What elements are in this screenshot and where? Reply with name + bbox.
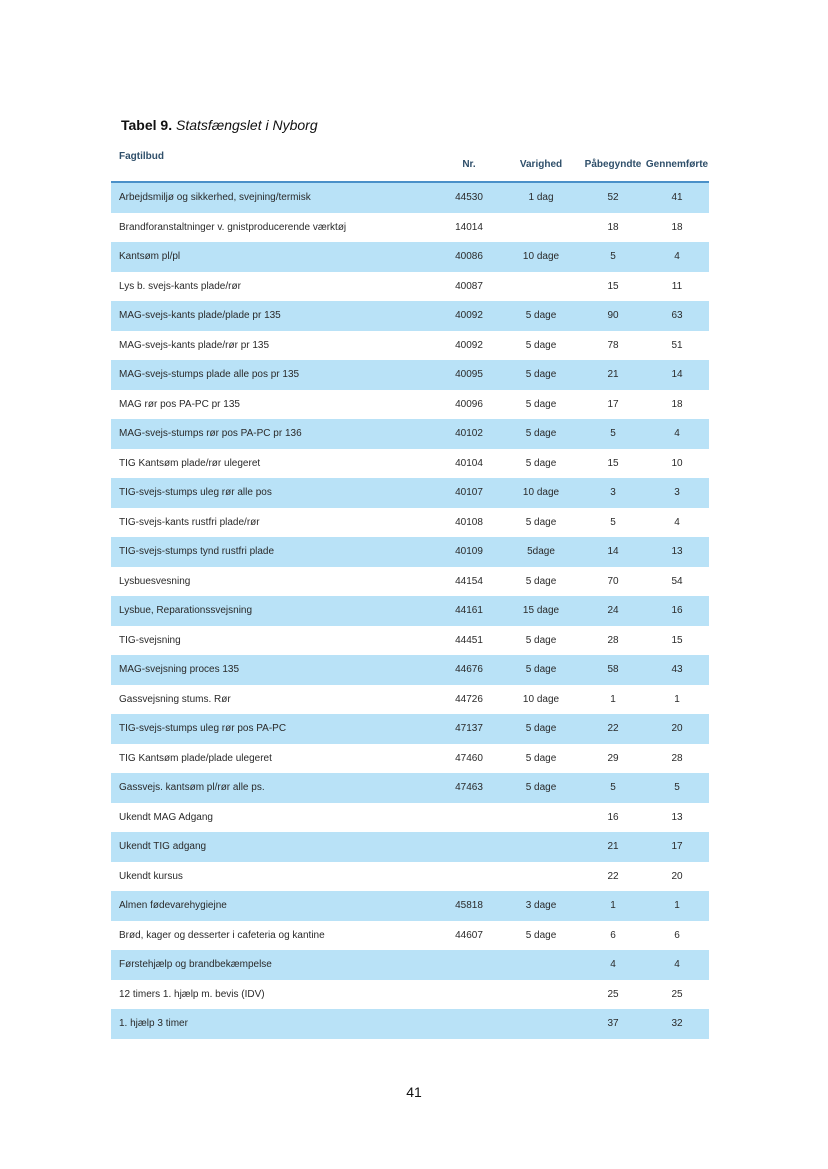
cell-fagtilbud: TIG-svejs-kants rustfri plade/rør xyxy=(119,516,260,528)
cell-varighed: 15 dage xyxy=(501,596,581,626)
table-row xyxy=(111,626,709,656)
cell-fagtilbud: TIG-svejs-stumps uleg rør alle pos xyxy=(111,478,437,508)
cell-gennemforte: 18 xyxy=(671,221,683,233)
cell-varighed: 5 dage xyxy=(501,655,581,685)
cell-nr: 45818 xyxy=(437,891,501,921)
cell-fagtilbud: MAG-svejsning proces 135 xyxy=(111,655,437,685)
cell-fagtilbud: Førstehjælp og brandbekæmpelse xyxy=(111,950,437,980)
table-row xyxy=(111,301,709,331)
cell-pabegyndte: 15 xyxy=(607,457,619,469)
cell-pabegyndte: 5 xyxy=(581,773,645,803)
cell-fagtilbud: Ukendt kursus xyxy=(119,870,183,882)
cell-nr: 40104 xyxy=(455,457,483,469)
cell-nr: 44726 xyxy=(455,693,483,705)
cell-nr: 44530 xyxy=(437,182,501,213)
cell-nr xyxy=(437,980,501,1010)
header-pabegyndte: Påbegyndte xyxy=(581,147,645,182)
table-header-row xyxy=(111,147,709,182)
cell-varighed: 1 dag xyxy=(501,182,581,213)
table-caption xyxy=(121,117,318,133)
header-gennemforte: Gennemførte xyxy=(645,147,709,182)
caption-label: Tabel 9. xyxy=(121,117,173,133)
cell-varighed: 5 dage xyxy=(525,575,557,587)
table-row xyxy=(111,891,709,921)
table-row xyxy=(111,478,709,508)
cell-gennemforte: 4 xyxy=(645,242,709,272)
table-row xyxy=(111,950,709,980)
cell-fagtilbud: 12 timers 1. hjælp m. bevis (IDV) xyxy=(119,988,265,1000)
header-fagtilbud: Fagtilbud xyxy=(111,147,437,182)
table-row xyxy=(111,567,709,597)
table-row xyxy=(111,655,709,685)
cell-varighed xyxy=(501,980,581,1010)
table-row xyxy=(111,419,709,449)
cell-varighed: 5 dage xyxy=(501,301,581,331)
cell-gennemforte: 10 xyxy=(671,457,683,469)
cell-nr: 44161 xyxy=(437,596,501,626)
cell-pabegyndte: 1 xyxy=(581,891,645,921)
cell-pabegyndte: 25 xyxy=(607,988,619,1000)
cell-varighed xyxy=(501,832,581,862)
cell-varighed: 5 dage xyxy=(525,929,557,941)
cell-nr: 40096 xyxy=(455,398,483,410)
cell-gennemforte: 6 xyxy=(674,929,680,941)
cell-fagtilbud: Gassvejsning stums. Rør xyxy=(119,693,231,705)
cell-varighed: 5 dage xyxy=(525,516,557,528)
cell-varighed: 5 dage xyxy=(525,398,557,410)
cell-varighed xyxy=(501,950,581,980)
cell-pabegyndte: 70 xyxy=(607,575,619,587)
cell-pabegyndte: 21 xyxy=(581,832,645,862)
cell-gennemforte: 20 xyxy=(671,870,683,882)
cell-gennemforte: 25 xyxy=(671,988,683,1000)
cell-varighed: 5 dage xyxy=(501,773,581,803)
cell-nr: 40092 xyxy=(455,339,483,351)
cell-nr xyxy=(437,862,501,892)
cell-varighed: 5 dage xyxy=(501,419,581,449)
cell-pabegyndte: 5 xyxy=(581,419,645,449)
page-number: 41 xyxy=(406,1084,422,1100)
cell-nr xyxy=(437,803,501,833)
cell-varighed: 5 dage xyxy=(525,752,557,764)
cell-varighed: 5 dage xyxy=(525,339,557,351)
cell-varighed: 10 dage xyxy=(501,242,581,272)
table-row xyxy=(111,508,709,538)
cell-pabegyndte: 17 xyxy=(607,398,619,410)
cell-gennemforte: 4 xyxy=(645,950,709,980)
cell-fagtilbud: Kantsøm pl/pl xyxy=(111,242,437,272)
cell-gennemforte: 16 xyxy=(645,596,709,626)
cell-fagtilbud: Arbejdsmiljø og sikkerhed, svejning/termisk xyxy=(111,182,437,213)
table-row xyxy=(111,390,709,420)
cell-gennemforte: 3 xyxy=(645,478,709,508)
table-row xyxy=(111,744,709,774)
cell-fagtilbud: Brød, kager og desserter i cafeteria og kantine xyxy=(119,929,325,941)
cell-gennemforte: 41 xyxy=(645,182,709,213)
cell-nr: 47137 xyxy=(437,714,501,744)
cell-pabegyndte: 78 xyxy=(607,339,619,351)
cell-nr: 44154 xyxy=(455,575,483,587)
cell-nr: 40092 xyxy=(437,301,501,331)
cell-gennemforte: 28 xyxy=(671,752,683,764)
cell-nr: 40107 xyxy=(437,478,501,508)
cell-varighed xyxy=(501,1009,581,1039)
cell-fagtilbud: Ukendt MAG Adgang xyxy=(119,811,213,823)
courses-table xyxy=(111,147,709,1039)
cell-gennemforte: 1 xyxy=(674,693,680,705)
cell-fagtilbud: MAG-svejs-kants plade/plade pr 135 xyxy=(111,301,437,331)
cell-fagtilbud: Lysbuesvesning xyxy=(119,575,191,587)
cell-varighed: 3 dage xyxy=(501,891,581,921)
cell-nr: 47460 xyxy=(455,752,483,764)
cell-fagtilbud: Almen fødevarehygiejne xyxy=(111,891,437,921)
cell-nr xyxy=(437,832,501,862)
cell-gennemforte: 14 xyxy=(645,360,709,390)
cell-nr: 40087 xyxy=(455,280,483,292)
cell-varighed xyxy=(501,862,581,892)
cell-gennemforte: 43 xyxy=(645,655,709,685)
table-row xyxy=(111,213,709,243)
cell-nr: 44451 xyxy=(455,634,483,646)
cell-varighed: 5 dage xyxy=(501,714,581,744)
cell-fagtilbud: Brandforanstaltninger v. gnistproducerende værktøj xyxy=(119,221,347,233)
table-row xyxy=(111,1009,709,1039)
cell-gennemforte: 13 xyxy=(671,811,683,823)
cell-varighed: 10 dage xyxy=(522,693,560,705)
table-row xyxy=(111,685,709,715)
cell-nr: 44607 xyxy=(455,929,483,941)
cell-gennemforte: 15 xyxy=(671,634,683,646)
cell-pabegyndte: 5 xyxy=(610,516,616,528)
table-row xyxy=(111,537,709,567)
cell-fagtilbud: MAG-svejs-stumps plade alle pos pr 135 xyxy=(111,360,437,390)
cell-pabegyndte: 21 xyxy=(581,360,645,390)
caption-title: Statsfængslet i Nyborg xyxy=(175,117,318,133)
cell-pabegyndte: 15 xyxy=(607,280,619,292)
cell-gennemforte: 32 xyxy=(645,1009,709,1039)
header-varighed: Varighed xyxy=(501,147,581,182)
cell-fagtilbud: TIG Kantsøm plade/plade ulegeret xyxy=(119,752,272,764)
cell-varighed xyxy=(501,803,581,833)
cell-pabegyndte: 3 xyxy=(581,478,645,508)
cell-pabegyndte: 5 xyxy=(581,242,645,272)
cell-pabegyndte: 14 xyxy=(581,537,645,567)
cell-fagtilbud: MAG-svejs-kants plade/rør pr 135 xyxy=(119,339,270,351)
cell-pabegyndte: 58 xyxy=(581,655,645,685)
cell-fagtilbud: TIG-svejsning xyxy=(119,634,181,646)
cell-nr xyxy=(437,1009,501,1039)
cell-nr: 44676 xyxy=(437,655,501,685)
cell-pabegyndte: 28 xyxy=(607,634,619,646)
cell-fagtilbud: 1. hjælp 3 timer xyxy=(111,1009,437,1039)
cell-nr: 14014 xyxy=(455,221,483,233)
cell-nr: 40095 xyxy=(437,360,501,390)
cell-fagtilbud: TIG-svejs-stumps uleg rør pos PA-PC xyxy=(111,714,437,744)
cell-pabegyndte: 22 xyxy=(581,714,645,744)
cell-pabegyndte: 24 xyxy=(581,596,645,626)
table-row xyxy=(111,862,709,892)
cell-gennemforte: 17 xyxy=(645,832,709,862)
table-row xyxy=(111,832,709,862)
cell-fagtilbud: TIG Kantsøm plade/rør ulegeret xyxy=(119,457,261,469)
cell-fagtilbud: Gassvejs. kantsøm pl/rør alle ps. xyxy=(111,773,437,803)
cell-gennemforte: 1 xyxy=(645,891,709,921)
cell-varighed xyxy=(501,213,581,243)
cell-varighed: 10 dage xyxy=(501,478,581,508)
cell-varighed: 5 dage xyxy=(501,360,581,390)
cell-fagtilbud: TIG-svejs-stumps tynd rustfri plade xyxy=(111,537,437,567)
table-row xyxy=(111,921,709,951)
cell-varighed: 5 dage xyxy=(525,457,557,469)
cell-pabegyndte: 6 xyxy=(610,929,616,941)
cell-pabegyndte: 29 xyxy=(607,752,619,764)
cell-fagtilbud: Lys b. svejs-kants plade/rør xyxy=(119,280,241,292)
table-row xyxy=(111,714,709,744)
cell-pabegyndte: 22 xyxy=(607,870,619,882)
cell-pabegyndte: 4 xyxy=(581,950,645,980)
cell-nr: 40086 xyxy=(437,242,501,272)
cell-nr: 40109 xyxy=(437,537,501,567)
table-row xyxy=(111,980,709,1010)
cell-nr: 40108 xyxy=(455,516,483,528)
header-nr: Nr. xyxy=(437,147,501,182)
cell-varighed xyxy=(501,272,581,302)
cell-gennemforte: 4 xyxy=(645,419,709,449)
cell-gennemforte: 11 xyxy=(671,280,683,292)
table-row xyxy=(111,242,709,272)
cell-gennemforte: 63 xyxy=(645,301,709,331)
cell-varighed: 5 dage xyxy=(525,634,557,646)
cell-pabegyndte: 18 xyxy=(607,221,619,233)
cell-gennemforte: 4 xyxy=(674,516,680,528)
cell-gennemforte: 54 xyxy=(671,575,683,587)
cell-gennemforte: 5 xyxy=(645,773,709,803)
cell-pabegyndte: 90 xyxy=(581,301,645,331)
cell-fagtilbud: Lysbue, Reparationssvejsning xyxy=(111,596,437,626)
cell-gennemforte: 51 xyxy=(671,339,683,351)
cell-pabegyndte: 37 xyxy=(581,1009,645,1039)
cell-fagtilbud: MAG-svejs-stumps rør pos PA-PC pr 136 xyxy=(111,419,437,449)
cell-nr xyxy=(437,950,501,980)
cell-fagtilbud: MAG rør pos PA-PC pr 135 xyxy=(119,398,240,410)
table-row xyxy=(111,596,709,626)
cell-pabegyndte: 1 xyxy=(610,693,616,705)
table-row xyxy=(111,803,709,833)
cell-pabegyndte: 52 xyxy=(581,182,645,213)
cell-gennemforte: 13 xyxy=(645,537,709,567)
table-row xyxy=(111,182,709,213)
table-row xyxy=(111,360,709,390)
cell-gennemforte: 20 xyxy=(645,714,709,744)
table-row xyxy=(111,272,709,302)
table-row xyxy=(111,331,709,361)
table-row xyxy=(111,449,709,479)
cell-nr: 40102 xyxy=(437,419,501,449)
cell-nr: 47463 xyxy=(437,773,501,803)
table-body xyxy=(111,182,709,1039)
cell-gennemforte: 18 xyxy=(671,398,683,410)
cell-fagtilbud: Ukendt TIG adgang xyxy=(111,832,437,862)
cell-varighed: 5dage xyxy=(501,537,581,567)
table-row xyxy=(111,773,709,803)
cell-pabegyndte: 16 xyxy=(607,811,619,823)
